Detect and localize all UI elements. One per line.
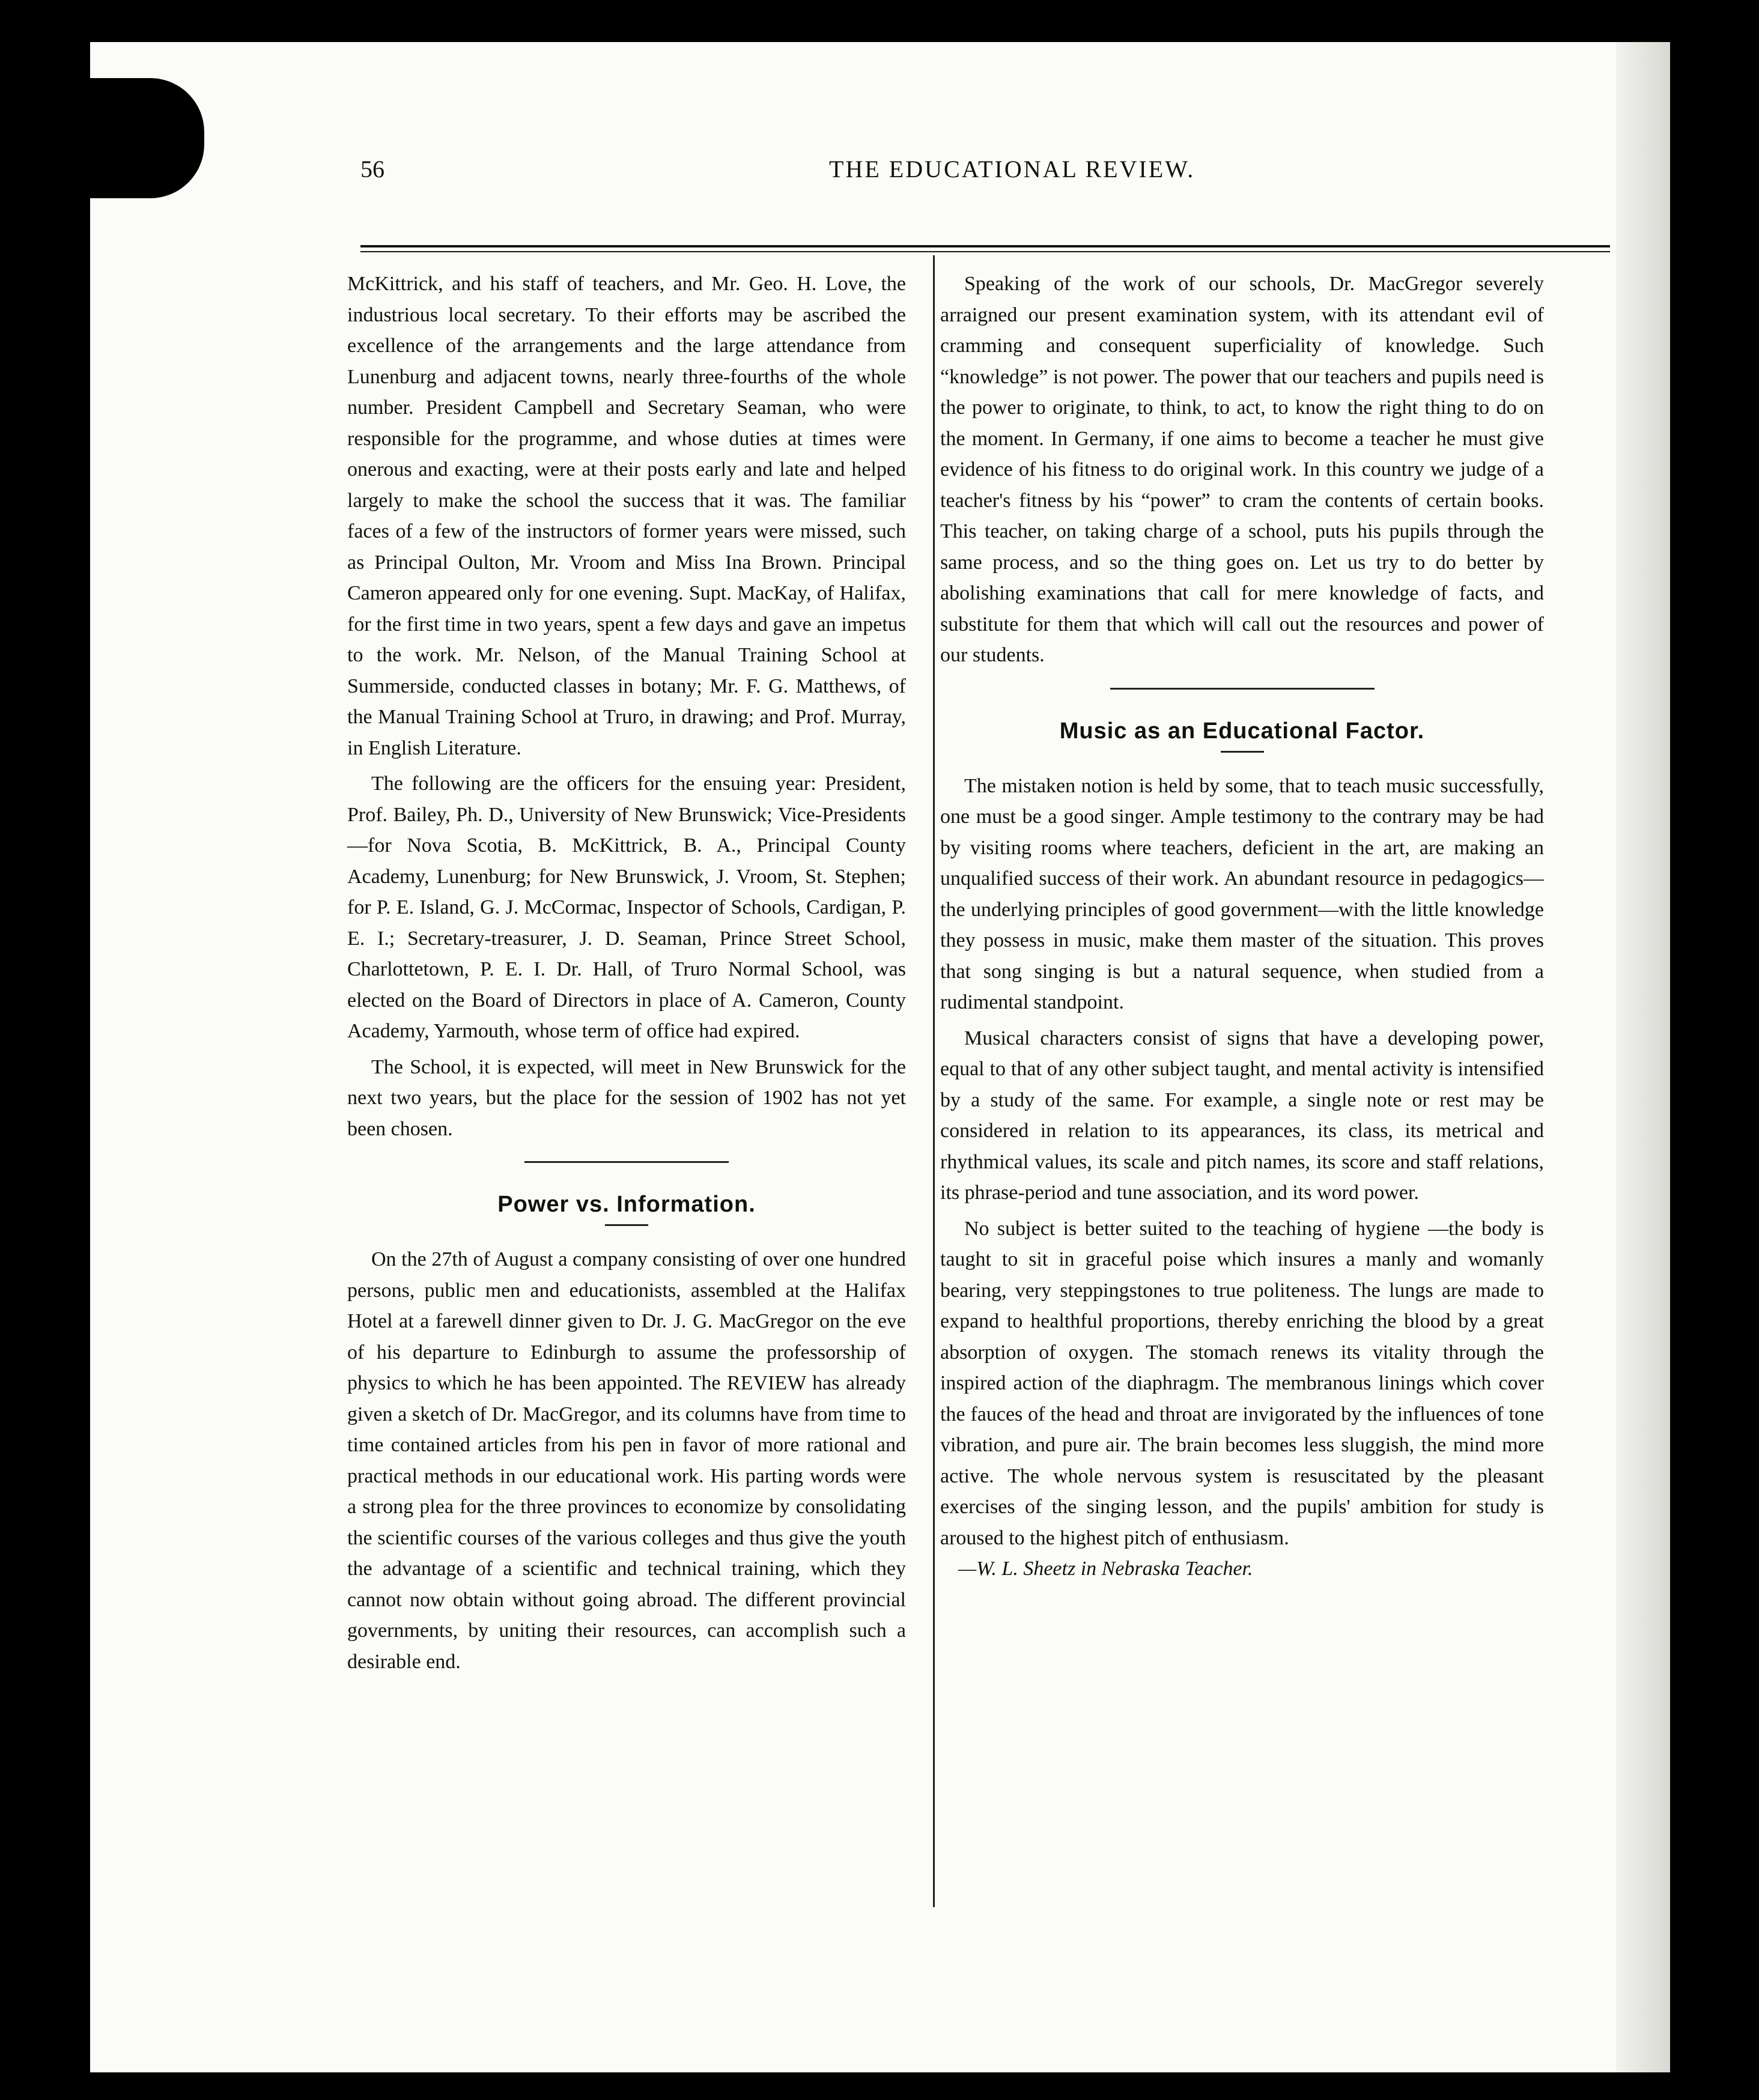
page-header <box>360 155 1610 203</box>
paragraph: The following are the officers for the ensuing year: President, Prof. Bailey, Ph. D., University of New Brunswick; Vice-Presidents—for Nova Scotia, B. McKittrick, B. A., Principal County Academy, Lunenburg; for New Brunswick, J. Vroom, St. Stephen; for P. E. Island, G. J. McCormac, Inspector of Schools, Cardigan, P. E. I.; Secretary-treasurer, J. D. Seaman, Prince Street School, Charlottetown, P. E. I. Dr. Hall, of Truro Normal School, was elected on the Board of Directors in place of A. Cameron, County Academy, Yarmouth, whose term of office had expired. <box>347 772 906 1042</box>
section-heading-power: Power vs. Information. <box>497 1192 756 1217</box>
section-divider <box>524 1161 729 1163</box>
paragraph: McKittrick, and his staff of teachers, and Mr. Geo. H. Love, the industrious local secretary. To their efforts may be ascribed the excellence of the arrangements and the large attendance from Lunenburg and adjacent towns, nearly three-fourths of the whole number. President Campbell and Secretary Seaman, who were responsible for the programme, and whose duties at times were onerous and exacting, were at their posts early and late and helped largely to make the school the success that it was. The familiar faces of a few of the instructors of former years were missed, such as Principal Oulton, Mr. Vroom and Miss Ina Brown. Principal Cameron appeared only for one evening. Supt. MacKay, of Halifax, for the first time in two years, spent a few days and gave an impetus to the work. Mr. Nelson, of the Manual Training School at Summerside, conducted classes in botany; Mr. F. G. Matthews, of the Manual Training School at Truro, in drawing; and Prof. Murray, in English Literature. <box>347 273 906 759</box>
paragraph: The School, it is expected, will meet in New Brunswick for the next two years, but the place for the session of 1902 has not yet been chosen. <box>347 1055 906 1140</box>
section-divider <box>1110 688 1375 690</box>
header-rule-thin <box>360 251 1610 252</box>
heading-underline <box>605 1224 648 1226</box>
column-divider <box>933 255 935 1907</box>
header-rule <box>360 245 1610 247</box>
paragraph: The mistaken notion is held by some, that to teach music successfully, one must be a good singer. Ample testimony to the contrary may be had by visiting rooms where teachers, deficient in the art, are making an unqualified success of their work. An abundant resource in pedagogics—the underlying principles of good government—with the little knowledge they possess in music, make them master of the situation. This proves that song singing is but a natural sequence, when studied from a rudimental standpoint. <box>940 774 1544 1013</box>
left-column <box>347 269 906 1677</box>
paragraph: Speaking of the work of our schools, Dr. MacGregor severely arraigned our present examination system, with its attendant evil of cramming and consequent superficiality of knowledge. Such “knowledge” is not power. The power that our teachers and pupils need is the power to originate, to think, to act, to know the right thing to do on the moment. In Germany, if one aims to become a teacher he must give evidence of his fitness to do original work. In this country we judge of a teacher's fitness by his “power” to cram the contents of certain books. This teacher, on taking charge of a school, puts his pupils through the same process, and so the thing goes on. Let us try to do better by abolishing examinations that call for mere knowledge of facts, and substitute for them that which will call out the resources and power of our students. <box>940 273 1544 666</box>
heading-underline <box>1221 751 1264 753</box>
running-title: THE EDUCATIONAL REVIEW. <box>829 156 1195 183</box>
paragraph: Musical characters consist of signs that have a developing power, equal to that of any other subject taught, and mental activity is intensified by a study of the same. For example, a single note or rest may be considered in relation to its appearances, its class, its metrical and rhythmical values, its scale and pitch names, its score and staff relations, its phrase-period and tune association, and its word power. <box>940 1027 1544 1204</box>
page-number: 56 <box>360 156 384 183</box>
binding-shadow <box>90 78 204 198</box>
page-edge-shade <box>1616 42 1670 2072</box>
section-heading-music: Music as an Educational Factor. <box>1059 718 1425 744</box>
paragraph: On the 27th of August a company consisting of over one hundred persons, public men and educationists, assembled at the Halifax Hotel at a farewell dinner given to Dr. J. G. MacGregor on the eve of his departure to Edinburgh to assume the professorship of physics to which he has been appointed. The REVIEW has already given a sketch of Dr. MacGregor, and its columns have from time to time contained articles from his pen in favor of more rational and practical methods in our educational work. His parting words were a strong plea for the three provinces to economize by consolidating the scientific courses of the various colleges and thus give the youth the advantage of a scientific and technical training, which they cannot now obtain without going abroad. The different provincial governments, by uniting their resources, can accomplish such a desirable end. <box>347 1248 906 1673</box>
attribution: —W. L. Sheetz in Nebraska Teacher. <box>958 1558 1253 1580</box>
right-column <box>940 269 1544 1585</box>
paragraph: No subject is better suited to the teaching of hygiene —the body is taught to sit in graceful poise which insures a manly and womanly bearing, very steppingstones to true politeness. The lungs are made to expand to healthful proportions, thereby enriching the blood by a great absorption of oxygen. The stomach renews its vitality through the inspired action of the diaphragm. The membranous linings which cover the fauces of the head and throat are invigorated by the influences of tone vibration, and pure air. The brain becomes less sluggish, the mind more active. The whole nervous system is resuscitated by the pleasant exercises of the singing lesson, and the pupils' ambition for study is aroused to the highest pitch of enthusiasm. <box>940 1217 1544 1549</box>
